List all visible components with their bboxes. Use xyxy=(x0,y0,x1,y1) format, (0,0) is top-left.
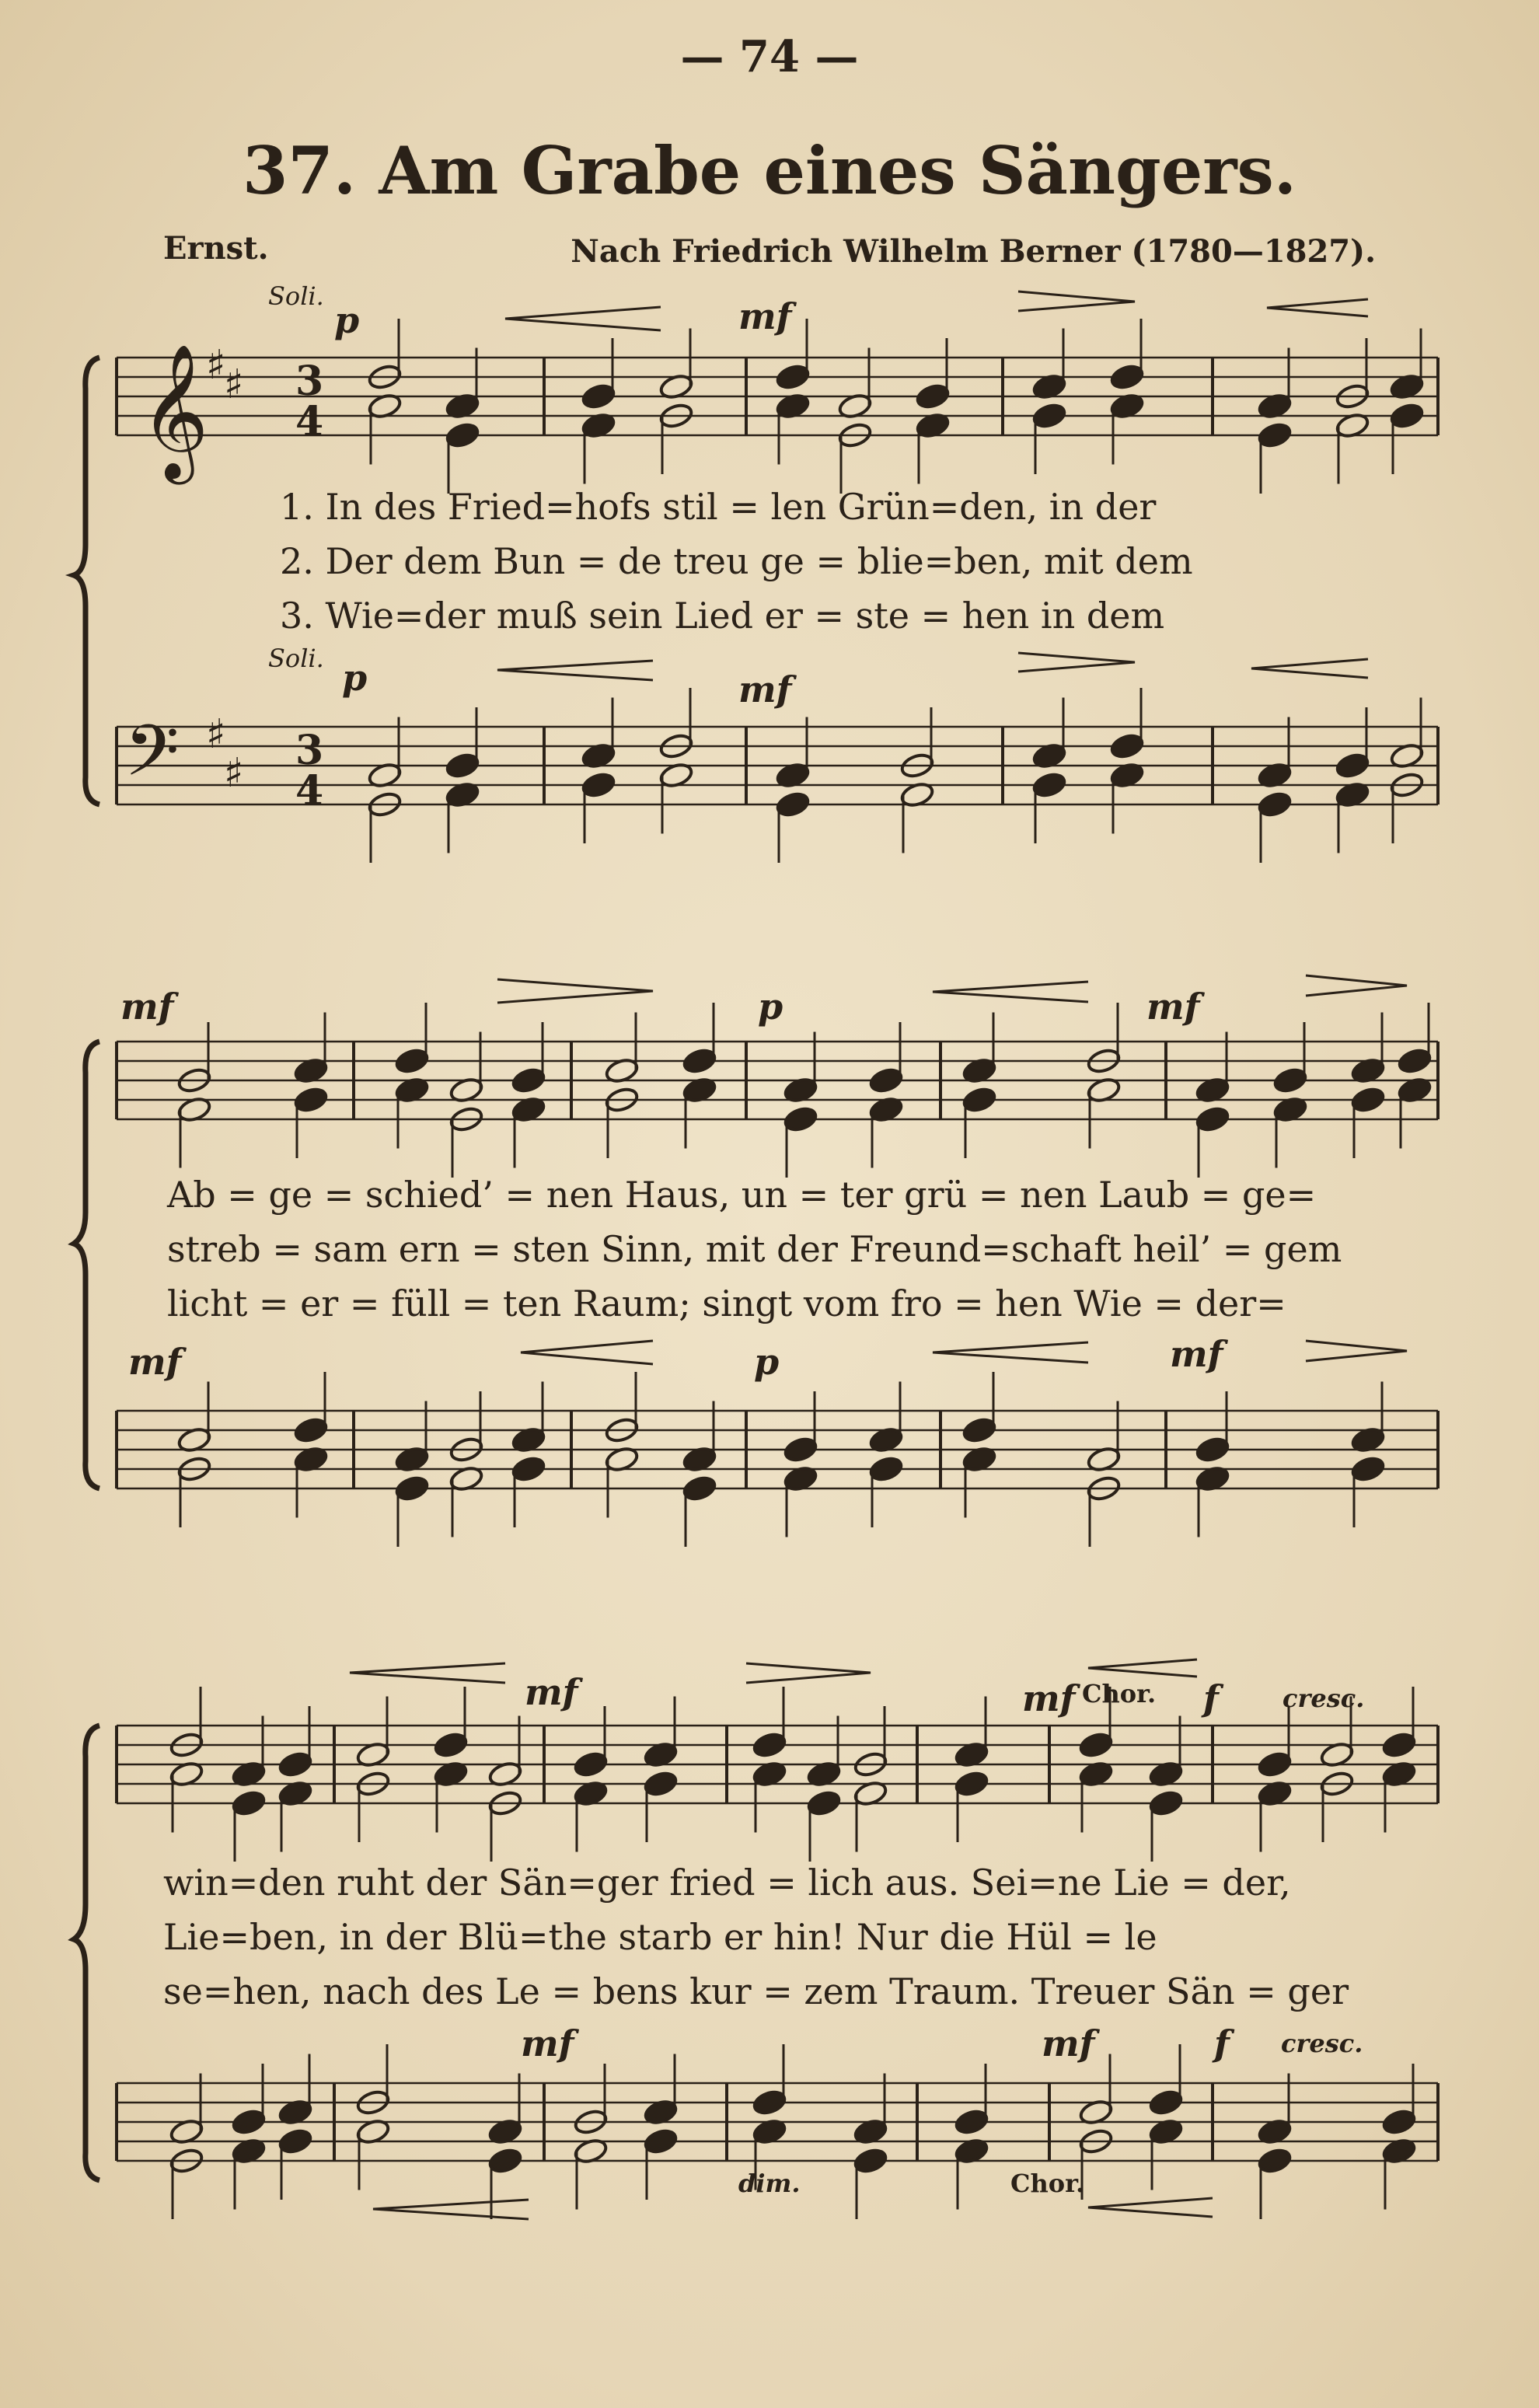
lyric-verse-2-system-3: Lie=ben, in der Blü=the starb er hin! Nur die Hül = le xyxy=(163,1916,1157,1958)
time-sig-bottom: 4 xyxy=(295,398,324,445)
lyric-verse-3-system-3: se=hen, nach des Le = bens kur = zem Traum. Treuer Sän = ger xyxy=(163,1970,1349,2012)
treble-clef-icon: 𝄞 xyxy=(140,344,209,479)
note-head xyxy=(1031,771,1067,799)
dynamic-mf: mf xyxy=(120,986,174,1028)
note-head xyxy=(915,382,951,410)
system-brace xyxy=(74,1726,99,2180)
note-head xyxy=(961,1086,997,1114)
dynamic-p: p xyxy=(334,299,360,341)
note-head xyxy=(1350,1455,1386,1483)
lyric-verse-1-system-1: 1. In des Fried=hofs stil = len Grün=den, in der xyxy=(280,486,1157,528)
time-sig-top: 3 xyxy=(295,358,324,405)
lyric-verse-3-system-1: 3. Wie=der muß sein Lied er = ste = hen in dem xyxy=(280,595,1165,637)
note-head xyxy=(1272,1066,1308,1094)
note-head xyxy=(293,1086,329,1114)
sharp-icon: ♯ xyxy=(206,711,226,758)
dynamic-mf: mf xyxy=(1146,986,1200,1028)
time-sig-bottom: 4 xyxy=(295,767,324,815)
note-head xyxy=(1195,1105,1230,1133)
note-head xyxy=(394,1047,430,1075)
sharp-icon: ♯ xyxy=(206,342,226,389)
system-brace xyxy=(74,1042,99,1488)
note-head xyxy=(1195,1436,1230,1464)
note-head xyxy=(1257,2147,1293,2175)
note-head xyxy=(231,1789,267,1817)
note-head xyxy=(231,2108,267,2136)
composer-credit: Nach Friedrich Wilhelm Berner (1780—1827). xyxy=(571,233,1376,270)
dynamic-p: p xyxy=(754,1341,780,1383)
dim-direction: dim. xyxy=(738,2169,801,2198)
song-title: 37. Am Grabe eines Sängers. xyxy=(242,132,1297,209)
dynamic-mf: mf xyxy=(1170,1333,1223,1375)
note-head xyxy=(487,2147,523,2175)
sharp-icon: ♯ xyxy=(224,750,244,797)
note-head xyxy=(643,1770,679,1798)
note-head xyxy=(573,1750,609,1778)
cresc-direction-lower: cresc. xyxy=(1281,2029,1363,2058)
note-head xyxy=(868,1455,904,1483)
lyric-verse-1-system-2: Ab = ge = schied’ = nen Haus, un = ter grü = nen Laub = ge= xyxy=(167,1174,1317,1216)
note-head xyxy=(783,1105,818,1133)
note-head xyxy=(752,2089,787,2117)
note-head xyxy=(394,1474,430,1502)
dynamic-mf: mf xyxy=(738,295,792,337)
score-lines xyxy=(74,291,1438,2219)
page-number: — 74 — xyxy=(680,31,859,82)
time-signatures xyxy=(295,358,323,815)
note-head xyxy=(1381,2108,1417,2136)
soli-direction-lower: Soli. xyxy=(268,644,324,673)
note-head xyxy=(954,1770,989,1798)
note-head xyxy=(806,1789,842,1817)
cresc-direction-upper: cresc. xyxy=(1282,1684,1365,1713)
note-head xyxy=(868,1066,904,1094)
hairpins-1 xyxy=(497,291,1368,680)
note-head xyxy=(1148,1789,1184,1817)
lyric-verse-1-system-3: win=den ruht der Sän=ger fried = lich aus. Sei=ne Lie = der, xyxy=(163,1862,1291,1904)
note-head xyxy=(1350,1086,1386,1114)
dynamic-p: p xyxy=(758,986,783,1028)
soli-direction-upper: Soli. xyxy=(268,281,324,311)
note-head xyxy=(682,1474,717,1502)
chor-direction-upper: Chor. xyxy=(1082,1679,1157,1708)
note-head xyxy=(1397,1047,1433,1075)
tempo-marking: Ernst. xyxy=(163,230,269,267)
note-head xyxy=(277,2127,313,2155)
note-head xyxy=(1257,790,1293,818)
lyric-verse-2-system-1: 2. Der dem Bun = de treu ge = blie=ben, mit dem xyxy=(280,540,1193,582)
note-head xyxy=(1148,2089,1184,2117)
note-head xyxy=(775,363,811,391)
note-head xyxy=(682,1047,717,1075)
note-head xyxy=(1031,402,1067,430)
note-head xyxy=(853,2147,888,2175)
system-brace xyxy=(74,358,99,804)
chor-direction-lower: Chor. xyxy=(1010,2169,1085,2198)
note-head xyxy=(775,790,811,818)
dynamic-mf: mf xyxy=(738,668,792,710)
dynamic-mf: mf xyxy=(525,1671,578,1713)
note-head xyxy=(511,1455,546,1483)
note-head xyxy=(961,1416,997,1444)
note-head xyxy=(581,382,616,410)
note-head xyxy=(1335,752,1370,780)
dynamic-p: p xyxy=(342,657,368,699)
note-head xyxy=(1109,363,1145,391)
note-head xyxy=(1078,1731,1114,1759)
dynamic-mf: mf xyxy=(521,2022,574,2064)
note-head xyxy=(752,1731,787,1759)
lyric-verse-3-system-2: licht = er = füll = ten Raum; singt vom fro = hen Wie = der= xyxy=(167,1283,1286,1324)
note-head xyxy=(643,2127,679,2155)
note-head xyxy=(581,771,616,799)
dynamic-f: f xyxy=(1214,2022,1230,2064)
clef-keys xyxy=(124,342,243,809)
bass-clef-icon: 𝄢 xyxy=(124,710,180,809)
note-head xyxy=(293,1416,329,1444)
note-head xyxy=(445,421,480,449)
sharp-icon: ♯ xyxy=(224,361,244,408)
note-head xyxy=(433,1731,469,1759)
note-head xyxy=(1257,1750,1293,1778)
dynamic-mf: mf xyxy=(128,1341,182,1383)
lyric-verse-2-system-2: streb = sam ern = sten Sinn, mit der Freund=schaft heil’ = gem xyxy=(167,1228,1342,1270)
note-head xyxy=(1389,402,1425,430)
hairpins-2 xyxy=(497,975,1407,1364)
note-head xyxy=(511,1066,546,1094)
dynamic-mf: mf xyxy=(1042,2022,1095,2064)
note-head xyxy=(445,752,480,780)
note-head xyxy=(1109,732,1145,760)
note-head xyxy=(954,2108,989,2136)
note-head xyxy=(1381,1731,1417,1759)
time-sig-top: 3 xyxy=(295,727,324,774)
note-head xyxy=(783,1436,818,1464)
dynamic-mf: mf xyxy=(1022,1677,1076,1719)
note-head xyxy=(277,1750,313,1778)
dynamic-f: f xyxy=(1203,1677,1219,1719)
note-head xyxy=(1257,421,1293,449)
note-heads xyxy=(169,319,1433,2219)
